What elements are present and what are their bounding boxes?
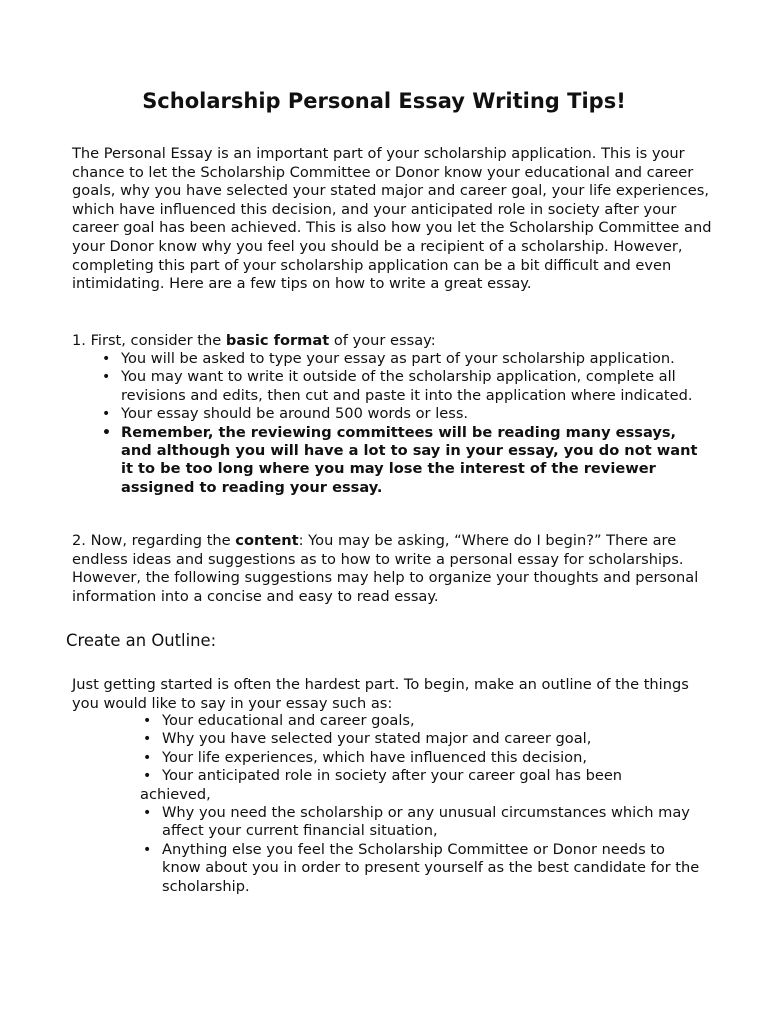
content-lead-prefix: 2. Now, regarding the	[72, 532, 236, 549]
outline-list	[140, 712, 702, 896]
intro-paragraph: The Personal Essay is an important part of your scholarship application. This is your chance to let the Scholarship Committee or Donor know your educational and career goals, why you have selected your stated major and career goal, your life experiences, which have influenced this decision, and your anticipated role in society after your career goal has been achieved. This is also how you let the Scholarship Committee and your Donor know why you feel you should be a recipient of a scholarship. However, completing this part of your scholarship application can be a bit difficult and even intimidating. Here are a few tips on how to write a great essay.	[72, 145, 712, 293]
list-item-text: Why you have selected your stated major and career goal,	[162, 730, 592, 748]
bullet-icon: •	[143, 805, 152, 822]
list-item-text: Remember, the reviewing committees will be reading many essays, and although you will have a lot to say in your essay, you do not want it to be too long where you may lose the interest of the reviewer assigned to reading your essay.	[121, 423, 698, 496]
bullet-icon: •	[143, 768, 152, 785]
list-item	[140, 767, 702, 804]
list-item	[102, 350, 711, 368]
list-item-text: Your life experiences, which have influenced this decision,	[162, 748, 587, 766]
content-lead-bold: content	[235, 532, 299, 549]
format-lead-prefix: 1. First, consider the	[72, 332, 226, 349]
content-paragraph	[72, 532, 712, 606]
bullet-icon: •	[102, 406, 111, 423]
page-title: Scholarship Personal Essay Writing Tips!	[142, 89, 626, 113]
list-item-text: Anything else you feel the Scholarship Committee or Donor needs to know about you in order to present yourself as the best candidate for the scholarship.	[162, 840, 700, 895]
list-item	[143, 730, 702, 748]
bullet-icon: •	[143, 841, 152, 858]
list-item-text: Your anticipated role in society after your career goal has been	[162, 767, 623, 785]
format-lead-suffix: of your essay:	[329, 332, 436, 349]
list-item-text: Your educational and career goals,	[162, 712, 415, 729]
format-lead	[72, 332, 712, 351]
section-heading: Create an Outline:	[66, 631, 217, 650]
list-item	[143, 840, 702, 896]
list-item	[102, 423, 711, 498]
list-item-text: You will be asked to type your essay as part of your scholarship application.	[121, 350, 675, 367]
content-lead-suffix: : You may be asking, “Where do I begin?” There are endless ideas and suggestions as to how to write a personal essay for scholarships. However, the following suggestions may help to organize your thoughts and personal information into a concise and easy to read essay.	[72, 532, 699, 605]
bullet-icon: •	[102, 424, 111, 441]
format-lead-bold: basic format	[225, 332, 330, 349]
list-item	[143, 804, 702, 841]
list-item	[102, 368, 711, 405]
list-item-continuation: achieved,	[140, 785, 211, 803]
list-item	[143, 748, 702, 767]
list-item-text: You may want to write it outside of the scholarship application, complete all revisions and edits, then cut and paste it into the application where indicated.	[121, 368, 693, 404]
bullet-icon: •	[143, 749, 152, 766]
bullet-icon: •	[143, 731, 152, 748]
bullet-icon: •	[143, 713, 152, 729]
bullet-icon: •	[102, 369, 111, 386]
outline-intro-paragraph: Just getting started is often the hardest part. To begin, make an outline of the things you would like to say in your essay such as:	[72, 676, 689, 712]
list-item-text: Your essay should be around 500 words or less.	[121, 405, 469, 423]
list-item-text: Why you need the scholarship or any unusual circumstances which may affect your current financial situation,	[162, 804, 690, 840]
list-item	[102, 405, 711, 423]
list-item	[143, 712, 702, 730]
bullet-icon: •	[102, 351, 111, 367]
format-list	[102, 350, 711, 497]
